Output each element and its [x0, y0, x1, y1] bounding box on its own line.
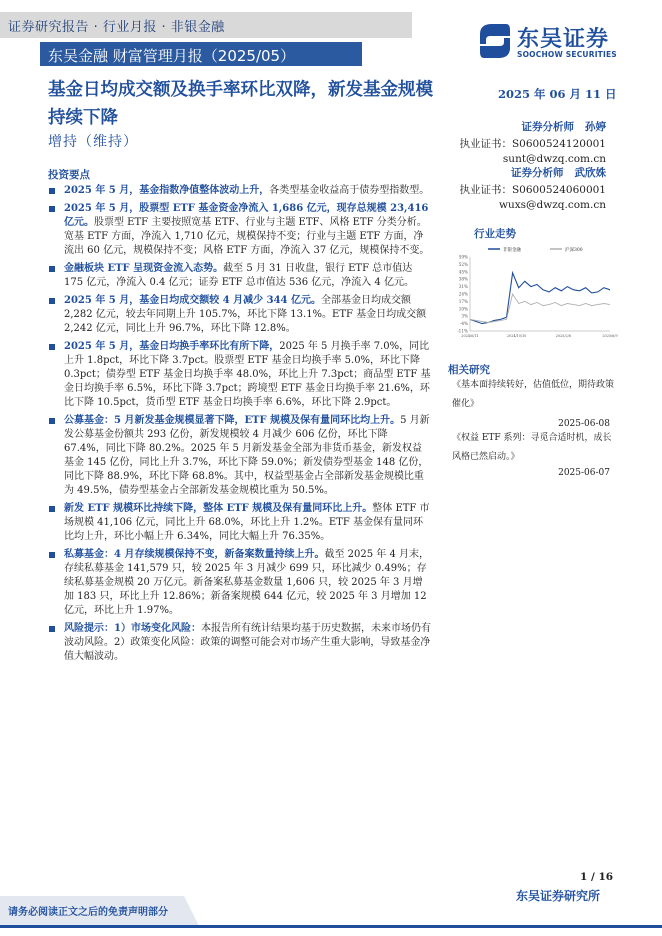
y-tick-label: 45% — [458, 269, 468, 275]
y-tick-label: 38% — [458, 276, 468, 282]
key-point-text: 截至 5 月 31 日收盘，银行 ETF 总市值达 175 亿元，净流入 0.4 亿元；证券 ETF 总市值达 536 亿元，净流入 4 亿元。 — [64, 263, 414, 288]
analyst-2 — [440, 165, 606, 211]
bullet-square-icon — [49, 266, 55, 272]
key-point-lead: 2025 年 5 月，股票型 ETF 基金资金净流入 1,686 亿元，现存总规模 23,416 亿元。 — [64, 203, 429, 228]
key-point-item — [48, 414, 432, 498]
bullet-square-icon — [49, 552, 55, 558]
report-title: 基金日均成交额及换手率环比双降，新发基金规模持续下降 — [48, 80, 433, 128]
key-point-item — [48, 340, 432, 410]
series-title: 东吴金融 财富管理月报（2025/05） — [48, 47, 296, 65]
y-tick-label: 17% — [458, 298, 468, 304]
key-point-item — [48, 502, 432, 544]
x-tick-label: 2025/2/8 — [555, 334, 571, 338]
y-tick-label: -11% — [457, 328, 468, 334]
y-tick-label: 31% — [458, 284, 468, 290]
key-point-text: 各类型基金收益高于债券型指数型。 — [269, 185, 430, 196]
report-date: 2025 年 06 月 11 日 — [498, 87, 617, 101]
analyst-email[interactable]: sunt@dwzq.com.cn — [502, 153, 606, 165]
legend-label: 沪深300 — [565, 248, 583, 253]
key-point-text: 全部基金日均成交额 2,282 亿元，较去年同期上升 105.7%，环比下降 13.1%。ETF 基金日均成交额 2,242 亿元，同比上升 96.7%，环比下降 12.8%。 — [64, 295, 427, 334]
brand-name-english: SOOCHOW SECURITIES — [517, 50, 617, 59]
key-point-text: 整体 ETF 市场规模 41,106 亿元，同比上升 68.0%，环比上升 1.2%。ETF 基金保有量同环比均上升，环比小幅上升 6.34%，同比大幅上升 76.35%。 — [64, 503, 430, 542]
analyst-email[interactable]: wuxs@dwzq.com.cn — [499, 199, 606, 211]
key-points-title: 投资要点 — [48, 169, 90, 181]
key-point-lead: 金融板块 ETF 呈现资金流入态势。 — [64, 263, 224, 274]
analyst-name: 孙婷 — [585, 121, 606, 133]
analyst-name: 武欣姝 — [574, 167, 606, 179]
y-tick-label: 24% — [458, 291, 468, 297]
bullet-square-icon — [49, 344, 55, 350]
institute-name: 东吴证券研究所 — [516, 889, 601, 903]
series-line-2 — [470, 294, 610, 323]
report-category: 证券研究报告 · 行业月报 · 非银金融 — [8, 20, 225, 35]
key-point-item — [48, 622, 432, 664]
analyst-license: 执业证书：S0600524120001 — [459, 138, 606, 150]
y-tick-label: 10% — [458, 306, 468, 312]
key-point-text: 股票型 ETF 主要按照宽基 ETF、行业与主题 ETF、风格 ETF 分类分析。宽基 ETF 方面，净流入 1,710 亿元，规模保持不变；行业与主题 ETF 方面，净流出 60 亿元，规模保持不变；风格 ETF 方面，净流入 37 亿元，规模保持不变。 — [64, 217, 430, 256]
bullet-square-icon — [49, 188, 55, 194]
key-point-text: 本报告所有统计结果均基于历史数据，未来市场仍有波动风险。2）政策变化风险：政策的调整可能会对市场产生重大影响，导致基金净值大幅波动。 — [64, 623, 431, 662]
x-tick-label: 2025/6/9 — [602, 334, 618, 338]
key-point-text: 2025 年 5 月换手率 7.0%，同比上升 1.8pct，环比下降 3.7pct。股票型 ETF 基金日均换手率 5.0%，环比下降 0.3pct；债券型 ETF 基金日均换手率 48.0%，环比上升 7.3pct；商品型 ETF 基金日均换手率 6.5%，环比下降 3.7pct；跨境型 ETF 基金日均换手率 21.6%，环比下降 10.5pct，货币型 ETF 基金日均换手率 6.6%，环比下降 2.9pct。 — [64, 341, 431, 408]
analyst-license: 执业证书：S0600524060001 — [459, 184, 606, 196]
analyst-role: 证券分析师 — [511, 167, 564, 179]
y-tick-label: -4% — [459, 321, 468, 327]
key-point-text: 截至 2025 年 4 月末，存续私募基金 141,579 只，较 2025 年 3 月减少 699 只，环比减少 0.49%；存续私募基金规模 20 万亿元。新备案私募基金数量 1,606 只，较 2025 年 3 月增加 183 只，环比上升 12.86%；新备案规模 644 亿元，较 2025 年 3 月增加 12 亿元，环比上升 1.97%。 — [64, 549, 429, 616]
related-title: 相关研究 — [448, 364, 490, 376]
y-tick-label: 59% — [458, 254, 468, 260]
key-point-lead: 2025 年 5 月，基金日均换手率环比有所下降， — [64, 341, 280, 352]
page-number: 1 / 16 — [580, 871, 614, 883]
key-points-list — [48, 184, 432, 668]
x-tick-label: 2024/6/11 — [461, 334, 479, 338]
brand-name: 东吴证券 — [517, 27, 610, 52]
related-date-1: 2025-06-08 — [558, 419, 610, 429]
key-point-item — [48, 548, 432, 618]
key-point-lead: 新发 ETF 规模环比持续下降，整体 ETF 规模及保有量同环比上升。 — [64, 503, 373, 514]
bullet-square-icon — [49, 626, 55, 632]
y-tick-label: 3% — [461, 313, 468, 319]
legend-label: 非银金融 — [503, 248, 521, 253]
key-point-lead: 公募基金：5 月新发基金规模显著下降，ETF 规模及保有量同环比均上升。 — [64, 415, 401, 426]
key-point-lead: 2025 年 5 月，基金日均成交额较 4 月减少 344 亿元。 — [64, 295, 321, 306]
bullet-square-icon — [49, 418, 55, 424]
key-point-lead: 风险提示：1）市场变化风险： — [64, 623, 201, 634]
y-tick-label: 52% — [458, 261, 468, 267]
series-line-1 — [470, 273, 610, 324]
x-tick-label: 2024/10/10 — [506, 334, 527, 338]
trend-chart — [448, 243, 618, 345]
related-item-2[interactable]: 《权益 ETF 系列：寻觅合适时机，成长风格已然启动。》 — [452, 433, 612, 462]
key-point-lead: 私募基金：4 月存续规模保持不变，新备案数量持续上升。 — [64, 549, 325, 560]
trend-title: 行业走势 — [474, 228, 516, 240]
brand-logo-icon — [476, 20, 514, 62]
key-point-lead: 2025 年 5 月，基金指数净值整体波动上升， — [64, 185, 270, 196]
rating: 增持（维持） — [48, 134, 138, 150]
key-point-item — [48, 202, 432, 258]
key-point-text: 5 月新发公募基金份额共 293 亿份，新发规模较 4 月减少 606 亿份，环比下降 67.4%，同比下降 80.2%。2025 年 5 月新发基金全部为非货币基金，新发权益基金 145 亿份，同比上升 3.7%，环比下降 59.0%；新发债券型基金 148 亿份，同比下降 88.9%，环比下降 68.8%。其中，权益型基金占全部新发基金规模比重为 49.5%，债券型基金占全部新发基金规模比重为 50.5%。 — [64, 415, 430, 496]
bullet-square-icon — [49, 298, 55, 304]
analyst-role: 证券分析师 — [521, 121, 575, 133]
bullet-square-icon — [49, 506, 55, 512]
analyst-1 — [440, 119, 606, 165]
bullet-square-icon — [49, 206, 55, 212]
related-item-1[interactable]: 《基本面持续转好，估值低位，期待政策催化》 — [452, 380, 615, 409]
key-point-item — [48, 184, 432, 198]
key-point-item — [48, 262, 432, 290]
footer-rule — [0, 925, 662, 928]
related-date-2: 2025-06-07 — [558, 468, 610, 478]
disclaimer-text[interactable]: 请务必阅读正文之后的免责声明部分 — [8, 907, 168, 918]
key-point-item — [48, 294, 432, 336]
